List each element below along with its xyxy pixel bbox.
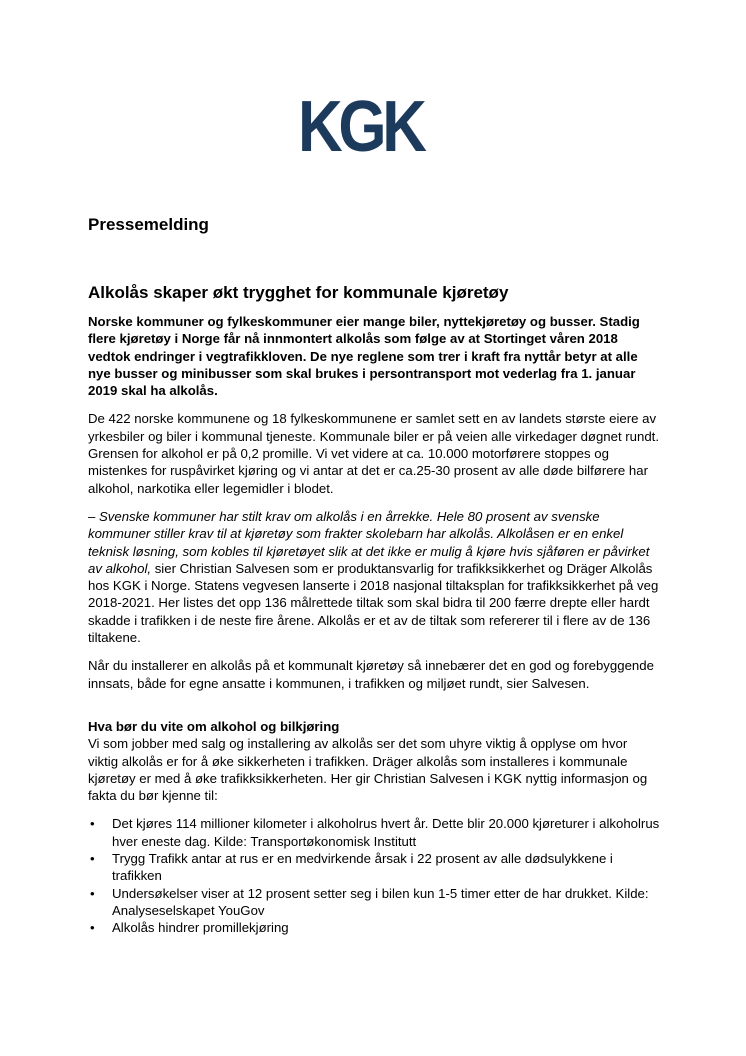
quote-attribution: sier Christian Salvesen som er produktansvarlig for trafikksikkerhet og Dräger Alkolås hos KGK i Norge. Statens vegvesen lanserte i 2018 nasjonal tiltaksplan for trafikksikkerhet på veg 2018-2021. Her listes det opp 136 målrettede tiltak som skal bidra til 200 færre drepte eller hardt skadde i trafikken i de neste fire årene. Alkolås er et av de tiltak som refererer til i flere av de 136 tiltakene. [88,560,659,646]
body-paragraph-1: De 422 norske kommunene og 18 fylkeskommunene er samlet sett en av landets største eiere av yrkesbiler og biler i kommunal tjeneste. Kommunale biler er på veien alle virkedager døgnet rundt. Grensen for alkohol er på 0,2 promille. Vi vet videre at ca. 10.000 motorførere stoppes og mistenkes for ruspåvirket kjøring og vi antar at det er ca.25-30 prosent av alle døde bilførere har alkohol, narkotika eller legemidler i blodet. [88,411,660,496]
section-heading: Hva bør du vite om alkohol og bilkjøring [88,718,340,734]
facts-list [88,815,660,936]
list-item: • Trygg Trafikk antar at rus er en medvirkende årsak i 22 prosent av alle dødsulykkene i trafikken [88,850,660,885]
kgk-logo: KGK [298,87,423,167]
press-release-headline: Alkolås skaper økt trygghet for kommunale kjøretøy [88,283,509,302]
list-item: • Alkolås hindrer promillekjøring [88,919,660,936]
body-paragraph-2 [88,508,660,646]
body-paragraph-3: Når du installerer en alkolås på et kommunalt kjøretøy så innebærer det en god og forebyggende innsats, både for egne ansatte i kommunen, i trafikken og miljøet rundt, sier Salvesen. [88,658,654,691]
article-body [88,313,660,937]
list-item: • Undersøkelser viser at 12 prosent setter seg i bilen kun 1-5 timer etter de har drukket. Kilde: Analyseselskapet YouGov [88,885,660,920]
section-intro: Vi som jobber med salg og installering av alkolås ser det som uhyre viktig å opplyse om hvor viktig alkolås er for å øke sikkerheten i trafikken. Dräger alkolås som installeres i kommunale kjøretøy er med å øke trafikksikkerheten. Her gir Christian Salvesen i KGK nyttig informasjon og fakta du bør kjenne til: [88,736,648,804]
list-item: • Det kjøres 114 millioner kilometer i alkoholrus hvert år. Dette blir 20.000 kjøreturer i alkoholrus hver eneste dag. Kilde: Transportøkonomisk Institutt [88,815,660,850]
document-type-title: Pressemelding [88,215,209,234]
quote-text: – Svenske kommuner har stilt krav om alkolås i en årrekke. Hele 80 prosent av svenske kommuner stiller krav til at kjøretøy som frakter skolebarn har alkolås. Alkolåsen er en enkel teknisk løsning, som kobles til kjøretøyet slik at det ikke er mulig å kjøre hvis sjåføren er påvirket av alkohol, [88,508,650,576]
lead-paragraph: Norske kommuner og fylkeskommuner eier mange biler, nyttekjøretøy og busser. Stadig flere kjøretøy i Norge får nå innmontert alkolås som følge av at Stortinget våren 2018 vedtok endringer i vegtrafikkloven. De nye reglene som trer i kraft fra nyttår betyr at alle nye busser og minibusser som skal brukes i persontransport mot vederlag fra 1. januar 2019 skal ha alkolås. [88,314,640,399]
